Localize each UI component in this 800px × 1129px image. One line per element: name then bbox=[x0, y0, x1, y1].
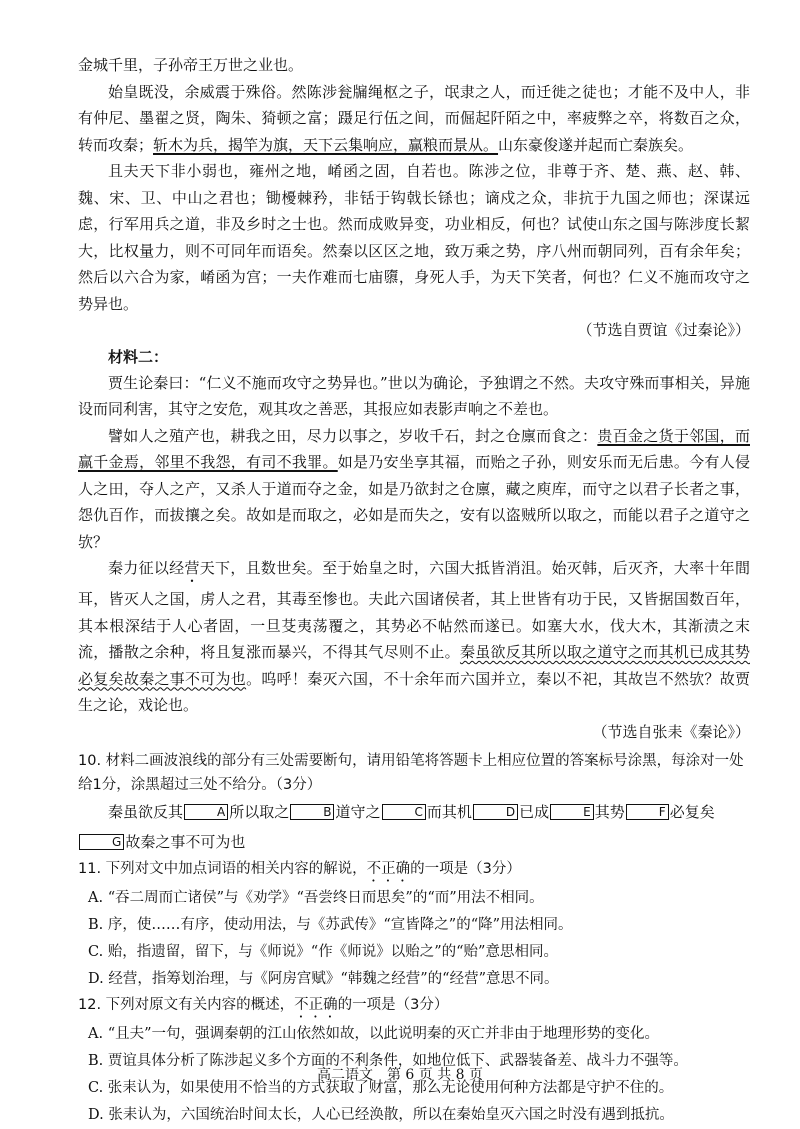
segment-text: 必复矣 bbox=[669, 803, 715, 821]
segment-text: 故秦之事不可为也 bbox=[125, 833, 246, 851]
segment-text: 所以取之 bbox=[229, 803, 290, 821]
material2-para1: 贾生论秦曰：“仁义不施而攻守之势异也。”世以为确论，予独谓之不然。夫攻守殊而事相关，异施设而同利害，其守之安危，观其攻之善恶，其报应如表影声响之不差也。 bbox=[78, 373, 750, 418]
question-12-option-c[interactable]: C. 张耒认为，如果使用不恰当的方式获取了财富，那么无论使用何种方法都是守护不住的。 bbox=[88, 1080, 674, 1096]
page-footer: 高二语文 第 6 页 共 8 页 bbox=[316, 1067, 484, 1083]
material2-source: （节选自张耒《秦论》） bbox=[592, 722, 750, 741]
passage1-source: （节选自贾谊《过秦论》） bbox=[577, 321, 750, 339]
material2-underlined-sentence: 贵百金之货于邻国，而赢千金焉，邻里不我怨，有司不我罪。 bbox=[78, 426, 750, 471]
question-11-option-c[interactable]: C. 贻，指遗留，留下，与《师说》“作《师说》以贻之”的“贻”意思相同。 bbox=[88, 944, 558, 960]
question-12-stem bbox=[78, 993, 750, 1021]
passage1-line1: 金城千里，子孙帝王万世之业也。 bbox=[78, 56, 304, 74]
passage1-para3: 且夫天下非小弱也，雍州之地，崤函之固，自若也。陈涉之位，非尊于齐、楚、燕、赵、韩、魏、宋、卫、中山之君也；锄櫌棘矜，非铦于钩戟长铩也；谪戍之众，非抗于九国之师也；深谋远虑，行军用兵之道，非及乡时之士也。然而成败异变，功业相反，何也？试使山东之国与陈涉度长絜大，比权量力，则不可同年而语矣。然秦以区区之地，致万乘之势，序八州而朝同列，百有余年矣；然后以六合为家，崤函为宫；一夫作难而七庙隳，身死人手，为天下笑者，何也？仁义不施而攻守之势异也。 bbox=[78, 162, 750, 313]
segment-text: 已成 bbox=[519, 803, 550, 821]
segment-text: 秦虽欲反其 bbox=[108, 803, 184, 821]
passage1-underlined-sentence: 斩木为兵，揭竿为旗，天下云集响应，赢粮而景从。 bbox=[153, 135, 499, 154]
material2-para3-text-c: 。呜呼！秦灭六国，不十余年而六国并立，秦以不祀，其故岂不然欤？故贾生之论，戏论也。 bbox=[78, 669, 750, 714]
segment-text: 而其机 bbox=[426, 803, 472, 821]
question-11-stem-b: 的一项是（3分） bbox=[410, 861, 521, 877]
passage1-para2 bbox=[78, 79, 750, 159]
question-12-option-d[interactable]: D. 张耒认为，六国统治时间太长，人心已经涣散，所以在秦始皇灭六国之时没有遇到抵抗。 bbox=[88, 1107, 674, 1123]
question-12-stem-b: 的一项是（3分） bbox=[337, 997, 449, 1013]
question-11-option-a[interactable]: A. “吞二周而亡诸侯”与《劝学》“吾尝终日而思矣”的“而”用法不相同。 bbox=[88, 890, 544, 906]
question-11-emphasis: 不正确 bbox=[366, 861, 411, 877]
wavy-underlined-sentence: 秦虽欲反其所以取之道守之而其机已成其势必复矣故秦之事不可为也 bbox=[78, 643, 750, 688]
question-12-stem-a: 12. 下列对原文有关内容的概述， bbox=[78, 997, 295, 1013]
passage1-para2-text-a: 始皇既没，余威震于殊俗。然陈涉瓮牖绳枢之子，氓隶之人，而迁徙之徒也；才能不及中人，非有仲尼、墨翟之贤，陶朱、猗顿之富；蹑足行伍之间，而倔起阡陌之中，率疲弊之卒，将数百之众，转而攻秦； bbox=[78, 82, 750, 154]
question-10-segments bbox=[78, 797, 750, 857]
break-option-b[interactable]: B bbox=[290, 804, 334, 820]
dotted-word-ying: 营 bbox=[184, 559, 200, 577]
break-option-a[interactable]: A bbox=[184, 804, 228, 820]
break-option-f[interactable]: F bbox=[626, 804, 669, 820]
question-11-stem-a: 11. 下列对文中加点词语的相关内容的解说， bbox=[78, 861, 367, 877]
material2-para3-text-b: 天下，且数世矣。至于始皇之时，六国大抵皆消沮。始灭韩，后灭齐，大率十年間耳，皆灭人之国，虏人之君，其毒至惨也。夫此六国诸侯者，其上世皆有功于民，又皆据国数百年，其本根深结于人心者固，一旦芟夷荡覆之，其势必不帖然而遂已。如塞大水，伐大木，其渐渍之末流，播散之余种，将且复涨而暴兴，不得其气尽则不止。 bbox=[78, 559, 750, 661]
break-option-e[interactable]: E bbox=[550, 804, 594, 820]
break-option-d[interactable]: D bbox=[473, 804, 518, 820]
material2-para3 bbox=[78, 555, 750, 719]
question-11-option-b[interactable]: B. 序，使……有序，使动用法，与《苏武传》“宣皆降之”的“降”用法相同。 bbox=[88, 917, 573, 933]
material2-para2-text-a: 譬如人之殖产也，耕我之田，尽力以事之，岁收千石，封之仓廪而食之： bbox=[108, 426, 598, 445]
segment-text: 其势 bbox=[594, 803, 625, 821]
question-11-stem bbox=[78, 857, 750, 885]
passage1-para2-text-b: 山东豪俊遂并起而亡秦族矣。 bbox=[498, 135, 694, 154]
question-12-emphasis: 不正确 bbox=[294, 997, 338, 1013]
material2-para2-text-b: 如是乃安坐享其福，而贻之子孙，则安乐而无后患。今有人侵人之田，夺人之产，又杀人于道而夺之金，如是乃欲封之仓廪，藏之庾库，而守之以君子长者之事，怨仇百作，而拔攘之矣。故如是而取之，必如是而失之，安有以盗贼所以取之，而能以君子之道守之欤？ bbox=[78, 453, 750, 551]
material2-para2 bbox=[78, 423, 750, 556]
material2-heading: 材料二： bbox=[108, 347, 169, 366]
break-option-c[interactable]: C bbox=[382, 804, 426, 820]
question-11-option-d[interactable]: D. 经营，指筹划治理，与《阿房宫赋》“韩魏之经营”的“经营”意思不同。 bbox=[88, 971, 559, 987]
question-10-stem: 10. 材料二画波浪线的部分有三处需要断句，请用铅笔将答题卡上相应位置的答案标号涂黑，每涂对一处给1分，涂黑超过三处不给分。（3分） bbox=[78, 753, 744, 793]
break-option-g[interactable]: G bbox=[79, 834, 124, 850]
segment-text: 道守之 bbox=[335, 803, 381, 821]
material2-para3-text-a: 秦力征以经 bbox=[108, 559, 185, 577]
question-12-option-a[interactable]: A. “且夫”一句，强调秦朝的江山依然如故，以此说明秦的灭亡并非由于地理形势的变化。 bbox=[88, 1026, 660, 1042]
question-12-option-b[interactable]: B. 贾谊具体分析了陈涉起义多个方面的不利条件，如地位低下、武器装备差、战斗力不强等。 bbox=[88, 1053, 688, 1069]
